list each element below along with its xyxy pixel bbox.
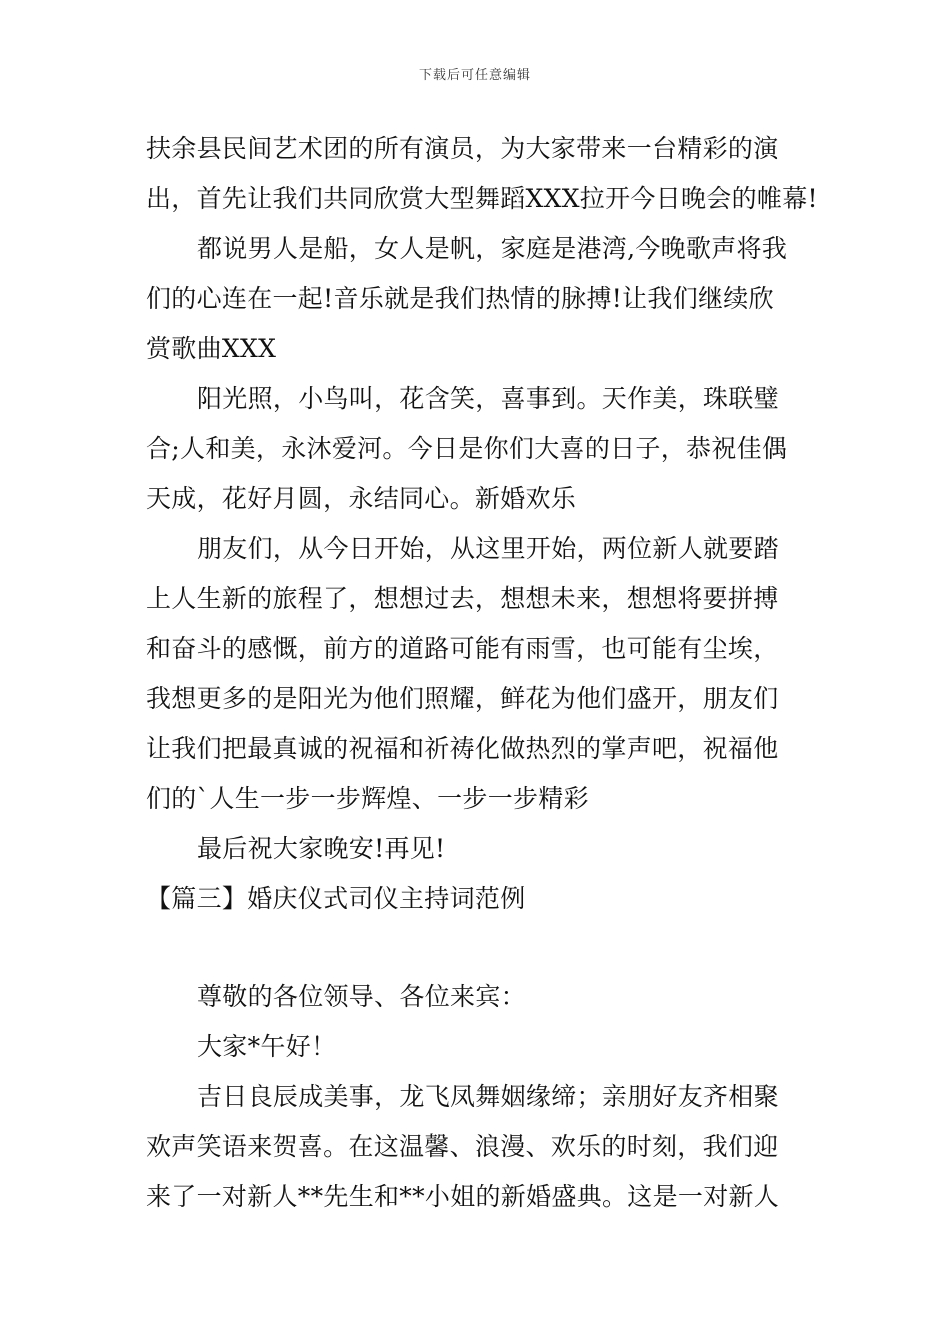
blank-line xyxy=(146,924,814,972)
text-line: 们的`人生一步一步辉煌、一步一步精彩 xyxy=(146,784,589,813)
text-line: 吉日良辰成美事，龙飞凤舞姻缘缔；亲朋好友齐相聚 xyxy=(197,1082,779,1111)
greeting-line: 大家*午好！ xyxy=(197,1032,337,1061)
document-body xyxy=(146,124,818,1222)
text-line: 欢声笑语来贺喜。在这温馨、浪漫、欢乐的时刻，我们迎 xyxy=(146,1132,779,1161)
text-line: 最后祝大家晚安!再见! xyxy=(197,834,446,863)
text-line: 扶余县民间艺术团的所有演员，为大家带来一台精彩的演 xyxy=(146,134,779,163)
text-line: 让我们把最真诚的祝福和祈祷化做热烈的掌声吧，祝福他 xyxy=(146,734,779,763)
text-line: 赏歌曲XXX xyxy=(146,334,277,363)
text-line: 我想更多的是阳光为他们照耀，鲜花为他们盛开，朋友们 xyxy=(146,684,779,713)
text-line: 出，首先让我们共同欣赏大型舞蹈XXX拉开今日晚会的帷幕! xyxy=(146,184,818,213)
text-line: 们的心连在一起!音乐就是我们热情的脉搏!让我们继续欣 xyxy=(146,284,774,313)
text-line: 合;人和美，永沐爱河。今日是你们大喜的日子，恭祝佳偶 xyxy=(146,434,788,463)
section-heading: 【篇三】婚庆仪式司仪主持词范例 xyxy=(146,884,526,913)
text-line: 天成，花好月圆，永结同心。新婚欢乐 xyxy=(146,484,577,513)
greeting-line: 尊敬的各位领导、各位来宾： xyxy=(197,982,526,1011)
text-line: 都说男人是船，女人是帆，家庭是港湾,今晚歌声将我 xyxy=(197,234,788,263)
text-line: 来了一对新人**先生和**小姐的新婚盛典。这是一对新人 xyxy=(146,1182,780,1211)
text-line: 朋友们，从今日开始，从这里开始，两位新人就要踏 xyxy=(197,534,779,563)
text-line: 上人生新的旅程了，想想过去，想想未来，想想将要拼搏 xyxy=(146,584,779,613)
text-line: 和奋斗的感慨，前方的道路可能有雨雪，也可能有尘埃， xyxy=(146,634,779,663)
text-line: 阳光照，小鸟叫，花含笑，喜事到。天作美，珠联璧 xyxy=(197,384,779,413)
page-header-note: 下载后可任意编辑 xyxy=(418,68,531,83)
